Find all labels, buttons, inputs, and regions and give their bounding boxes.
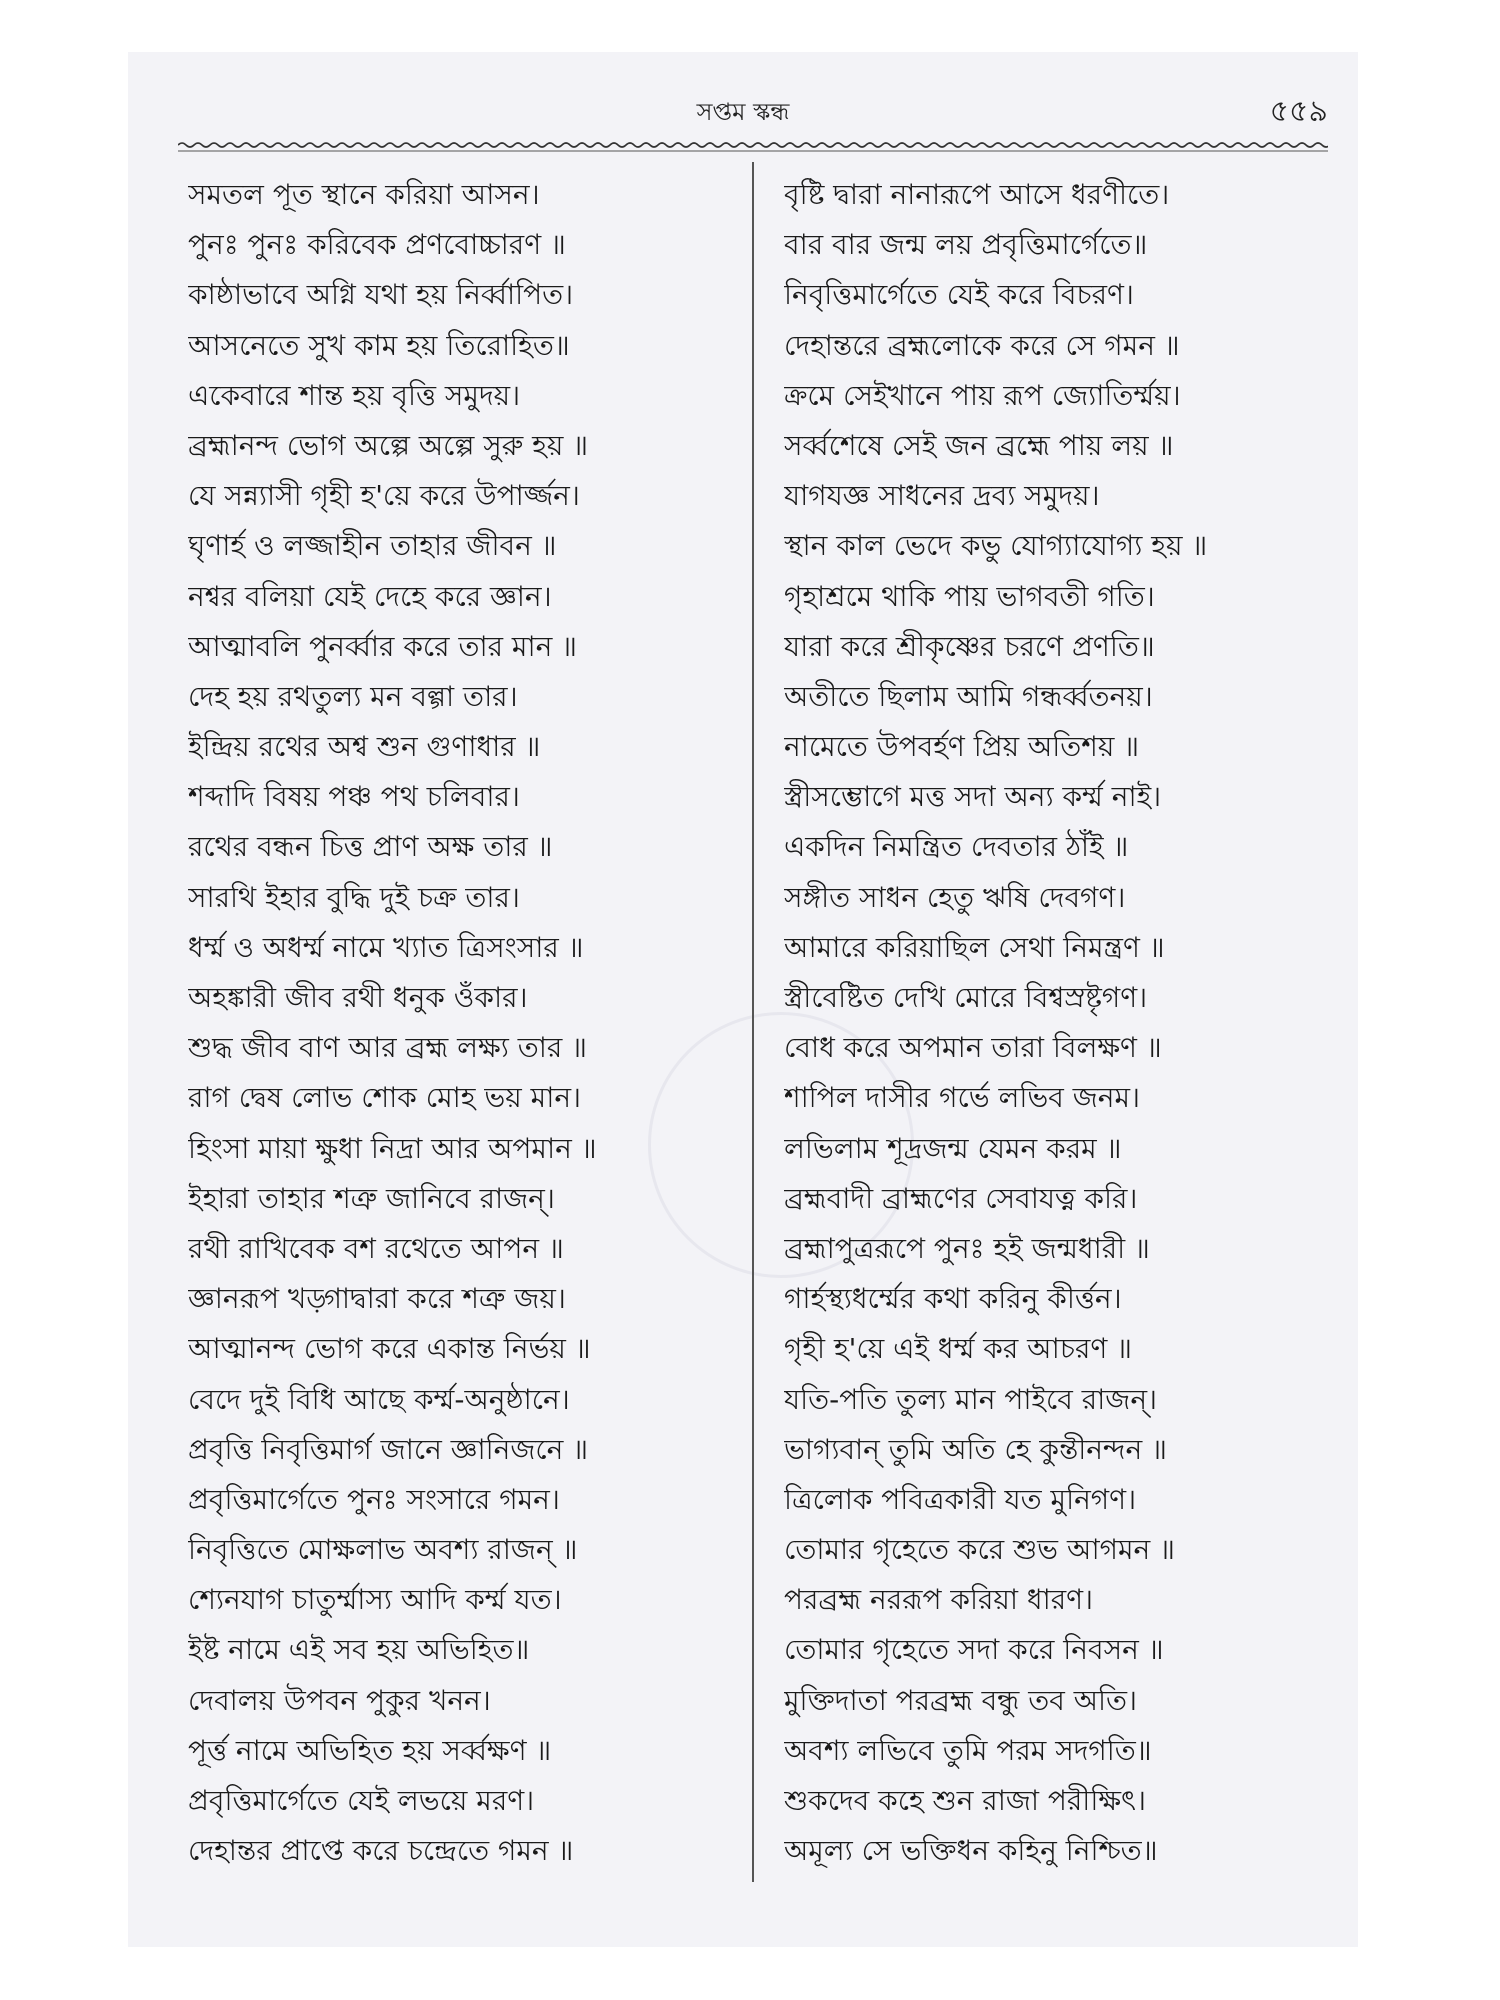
verse-line: তোমার গৃহেতে করে শুভ আগমন ॥ xyxy=(784,1533,1175,1567)
verse-line: ইষ্ট নামে এই সব হয় অভিহিত॥ xyxy=(188,1633,530,1667)
verse-line: যাগযজ্ঞ সাধনের দ্রব্য সমুদয়। xyxy=(784,479,1100,513)
verse-line: শুদ্ধ জীব বাণ আর ব্রহ্ম লক্ষ্য তার ॥ xyxy=(188,1031,587,1065)
verse-line: দেহ হয় রথতুল্য মন বল্গা তার। xyxy=(188,679,518,713)
verse-line: শুকদেব কহে শুন রাজা পরীক্ষিৎ। xyxy=(784,1784,1146,1817)
verse-line: আসনেতে সুখ কাম হয় তিরোহিত॥ xyxy=(188,328,570,362)
verse-line: দেবালয় উপবন পুকুর খনন। xyxy=(188,1683,491,1717)
verse-line: ঘৃণার্হ ও লজ্জাহীন তাহার জীবন ॥ xyxy=(188,529,557,563)
verse-line: নিবৃত্তিমার্গেতে যেই করে বিচরণ। xyxy=(784,278,1134,312)
verse-line: রথী রাখিবেক বশ রথেতে আপন ॥ xyxy=(188,1231,564,1265)
verse-line: শাপিল দাসীর গর্ভে লভিব জনম। xyxy=(784,1081,1141,1115)
verse-line: প্রবৃত্তিমার্গেতে যেই লভয়ে মরণ। xyxy=(188,1784,535,1817)
verse-line: অহঙ্কারী জীব রথী ধনুক ওঁকার। xyxy=(188,981,528,1014)
verse-line: বোধ করে অপমান তারা বিলক্ষণ ॥ xyxy=(784,1031,1162,1065)
verse-line: হিংসা মায়া ক্ষুধা নিদ্রা আর অপমান ॥ xyxy=(188,1131,597,1165)
verse-line: বার বার জন্ম লয় প্রবৃত্তিমার্গেতে॥ xyxy=(784,228,1148,262)
verse-line: গৃহী হ'য়ে এই ধর্ম্ম কর আচরণ ॥ xyxy=(784,1332,1133,1366)
verse-line: দেহান্তর প্রাপ্তে করে চন্দ্রেতে গমন ॥ xyxy=(188,1834,574,1868)
verse-line: মুক্তিদাতা পরব্রহ্ম বন্ধু তব অতি। xyxy=(784,1683,1138,1717)
verse-line: অমূল্য সে ভক্তিধন কহিনু নিশ্চিত॥ xyxy=(784,1834,1158,1868)
verse-line: শ্যেনযাগ চাতুর্ম্মাস্য আদি কর্ম্ম যত। xyxy=(188,1583,562,1617)
verse-line: পরব্রহ্ম নররূপ করিয়া ধারণ। xyxy=(784,1583,1094,1617)
verse-line: ব্রহ্মবাদী ব্রাহ্মণের সেবাযত্ন করি। xyxy=(784,1181,1138,1215)
verse-line: অতীতে ছিলাম আমি গন্ধর্ব্বতনয়। xyxy=(784,679,1153,713)
verse-line: যারা করে শ্রীকৃষ্ণের চরণে প্রণতি॥ xyxy=(784,629,1155,663)
verse-line: একদিন নিমন্ত্রিত দেবতার ঠাঁই ॥ xyxy=(784,830,1129,864)
verse-line: তোমার গৃহেতে সদা করে নিবসন ॥ xyxy=(784,1633,1164,1667)
verse-line: লভিলাম শূদ্রজন্ম যেমন করম ॥ xyxy=(784,1131,1122,1165)
verse-line: ইহারা তাহার শত্রু জানিবে রাজন্। xyxy=(188,1181,555,1215)
verse-line: আমারে করিয়াছিল সেথা নিমন্ত্রণ ॥ xyxy=(784,930,1165,964)
running-header xyxy=(128,94,1358,134)
verse-line: বেদে দুই বিধি আছে কর্ম্ম-অনুষ্ঠানে। xyxy=(188,1382,570,1416)
verse-line: ত্রিলোক পবিত্রকারী যত মুনিগণ। xyxy=(784,1482,1137,1516)
verse-line: প্রবৃত্তিমার্গেতে পুনঃ সংসারে গমন। xyxy=(188,1482,560,1516)
verse-line: নামেতে উপবর্হণ প্রিয় অতিশয় ॥ xyxy=(784,730,1140,764)
verse-line: বৃষ্টি দ্বারা নানারূপে আসে ধরণীতে। xyxy=(784,178,1170,211)
column-divider xyxy=(752,162,754,1882)
page-number: ৫৫৯ xyxy=(1269,94,1328,129)
verse-line: নিবৃত্তিতে মোক্ষলাভ অবশ্য রাজন্ ॥ xyxy=(188,1533,578,1567)
wavy-header-rule xyxy=(178,140,1328,152)
verse-line: সর্ব্বশেষে সেই জন ব্রহ্মে পায় লয় ॥ xyxy=(784,428,1174,462)
verse-line: একেবারে শান্ত হয় বৃত্তি সমুদয়। xyxy=(188,378,521,412)
verse-line: কাষ্ঠাভাবে অগ্নি যথা হয় নির্ব্বাপিত। xyxy=(188,278,574,312)
verse-line: সারথি ইহার বুদ্ধি দুই চক্র তার। xyxy=(188,880,520,914)
verse-line: গৃহাশ্রমে থাকি পায় ভাগবতী গতি। xyxy=(784,579,1155,613)
verse-line: জ্ঞানরূপ খড়্গাদ্বারা করে শত্রু জয়। xyxy=(188,1282,566,1316)
right-verse-column xyxy=(784,170,1344,1876)
verse-line: দেহান্তরে ব্রহ্মলোকে করে সে গমন ॥ xyxy=(784,328,1180,362)
verse-line: আত্মাবলি পুনর্ব্বার করে তার মান ॥ xyxy=(188,629,578,663)
verse-line: গার্হস্থ্যধর্ম্মের কথা করিনু কীর্ত্তন। xyxy=(784,1282,1122,1316)
verse-line: রথের বন্ধন চিত্ত প্রাণ অক্ষ তার ॥ xyxy=(188,830,553,864)
chapter-title: সপ্তম স্কন্ধ xyxy=(696,98,790,126)
verse-line: সঙ্গীত সাধন হেতু ঋষি দেবগণ। xyxy=(784,880,1126,914)
verse-line: আত্মানন্দ ভোগ করে একান্ত নির্ভয় ॥ xyxy=(188,1332,591,1366)
verse-line: স্ত্রীসম্ভোগে মত্ত সদা অন্য কর্ম্ম নাই। xyxy=(784,780,1162,814)
verse-line: রাগ দ্বেষ লোভ শোক মোহ ভয় মান। xyxy=(188,1081,582,1115)
verse-line: ধর্ম্ম ও অধর্ম্ম নামে খ্যাত ত্রিসংসার ॥ xyxy=(188,930,584,964)
verse-line: ক্রমে সেইখানে পায় রূপ জ্যোতির্ম্ময়। xyxy=(784,378,1181,412)
left-verse-column xyxy=(188,170,738,1876)
verse-line: স্থান কাল ভেদে কভু যোগ্যাযোগ্য হয় ॥ xyxy=(784,529,1208,563)
verse-line: ভাগ্যবান্ তুমি অতি হে কুন্তীনন্দন ॥ xyxy=(784,1432,1167,1466)
verse-line: পূর্ত্ত নামে অভিহিত হয় সর্ব্বক্ষণ ॥ xyxy=(188,1733,552,1767)
verse-line: স্ত্রীবেষ্টিত দেখি মোরে বিশ্বস্রষ্টৃগণ। xyxy=(784,981,1148,1014)
verse-line: পুনঃ পুনঃ করিবেক প্রণবোচ্চারণ ॥ xyxy=(188,228,566,262)
verse-line: ইন্দ্রিয় রথের অশ্ব শুন গুণাধার ॥ xyxy=(188,730,541,764)
verse-line: যে সন্ন্যাসী গৃহী হ'য়ে করে উপার্জ্জন। xyxy=(188,479,580,513)
book-page xyxy=(128,52,1358,1947)
verse-line: প্রবৃত্তি নিবৃত্তিমার্গ জানে জ্ঞানিজনে ॥ xyxy=(188,1432,589,1466)
verse-line: ব্রহ্মাপুত্ররূপে পুনঃ হই জন্মধারী ॥ xyxy=(784,1231,1150,1265)
verse-line: শব্দাদি বিষয় পঞ্চ পথ চলিবার। xyxy=(188,780,520,814)
verse-line: ব্রহ্মানন্দ ভোগ অল্পে অল্পে সুরু হয় ॥ xyxy=(188,428,589,462)
verse-line: নশ্বর বলিয়া যেই দেহে করে জ্ঞান। xyxy=(188,579,552,613)
verse-line: অবশ্য লভিবে তুমি পরম সদগতি॥ xyxy=(784,1733,1152,1767)
verse-line: যতি-পতি তুল্য মান পাইবে রাজন্। xyxy=(784,1382,1158,1416)
verse-line: সমতল পূত স্থানে করিয়া আসন। xyxy=(188,178,540,211)
